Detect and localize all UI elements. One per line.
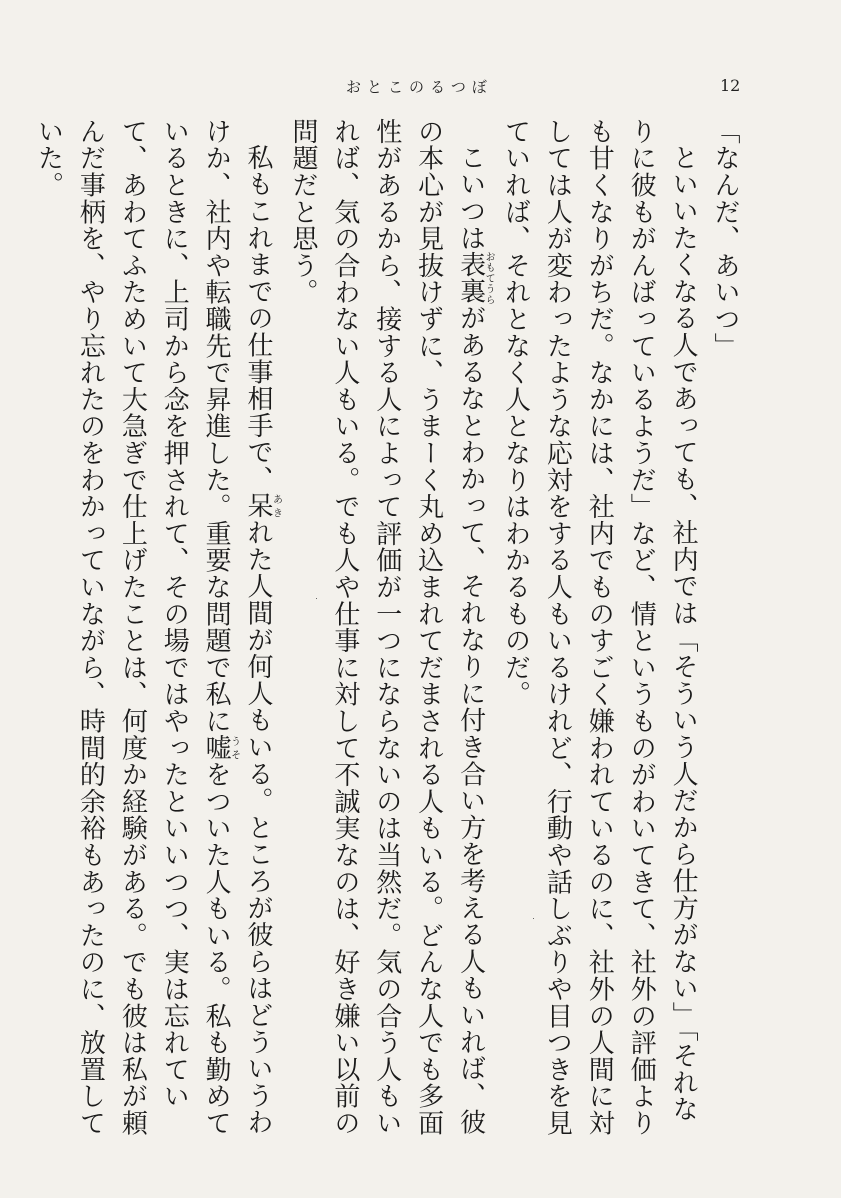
page-number: 12 [720, 76, 741, 95]
paragraph-2 [281, 118, 494, 1138]
vertical-text-body [33, 118, 745, 1138]
paragraph-3 [27, 118, 281, 1138]
paper-speck [316, 598, 317, 599]
ruby-base: 呆 [243, 492, 274, 520]
ruby-reading: おもてうら [483, 251, 495, 305]
paragraph-1: といいたくなる人であっても、社内では「そういう人だから仕方がない」「それなりに彼もがんばっているようだ」など、情というものがわいてきて、社外の評価よりも甘くなりがちだ。なかには、社内でものすごく嫌われているのに、社外の人間に対しては人が変わったような応対をする人もいるけれど、行動や話しぶりや目つきを見ていれば、それとなく人となりはわかるものだ。 [500, 118, 699, 1137]
ruby-reading: あき [270, 492, 282, 520]
paragraph-3-part-b: れた人間が何人もいる。ところが彼らはどういうわけか、社内や転職先で昇進した。重要な問題で私に [201, 118, 274, 1136]
ruby-aki [243, 492, 282, 520]
paragraph-2-part-b: があるなとわかって、それなりに付き合い方を考える人もいれば、彼の本心が見抜けずに、うまーく丸め込まれてだまされる人もいる。どんな人でも多面性があるから、接する人によって評価が一つにならないのは当然だ。気の合う人もいれば、気の合わない人もいる。でも人や仕事に対して不誠実なのは、好き嫌い以前の問題だと思う。 [287, 118, 486, 1137]
ruby-base: 嘘 [201, 734, 232, 762]
ruby-base: 表裏 [455, 251, 486, 305]
ruby-reading: うそ [228, 734, 240, 762]
running-head-title: おとこのるつぼ [346, 78, 493, 96]
paper-speck [533, 918, 534, 919]
paragraph-2-part-a: こいつは [455, 144, 486, 252]
ruby-omoteura [455, 251, 495, 305]
paragraph-3-part-c: をついた人もいる。私も勤めているときに、上司から念を押されて、その場ではやったといいつつ、実は忘れていて、あわてふためいて大急ぎで仕上げたことは、何度か経験がある。でも彼は私が頼んだ事柄を、やり忘れたのをわかっていながら、時間的余裕もあったのに、放置していた。 [33, 118, 232, 1137]
ruby-uso [201, 734, 240, 762]
paragraph-dialogue: 「なんだ、あいつ」 [710, 118, 740, 360]
paragraph-3-part-a: 私もこれまでの仕事相手で、 [243, 144, 274, 493]
